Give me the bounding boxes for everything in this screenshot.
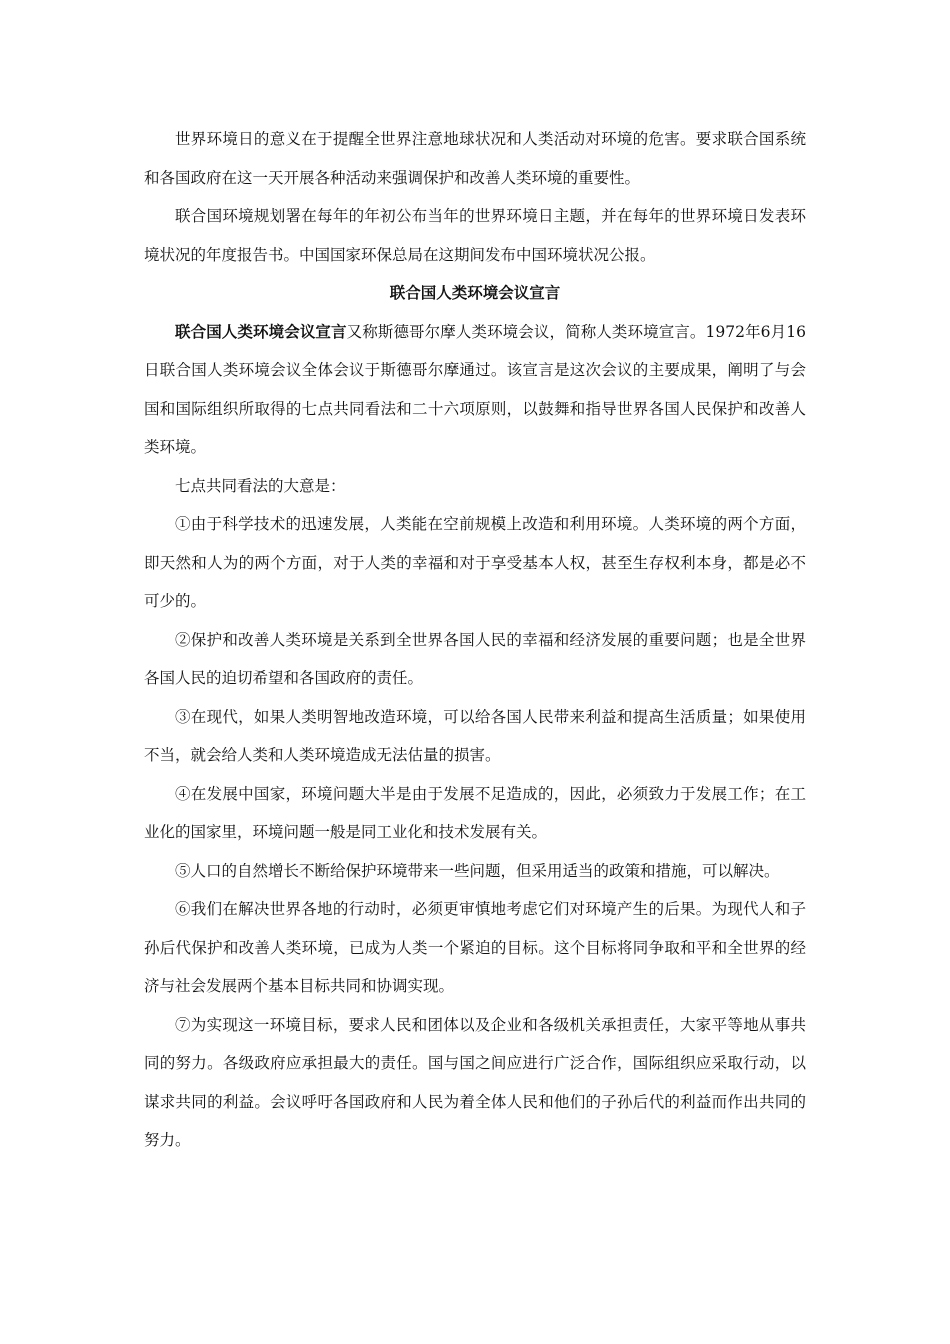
point-7: ⑦为实现这一环境目标，要求人民和团体以及企业和各级机关承担责任，大家平等地从事共同的努力。各级政府应承担最大的责任。国与国之间应进行广泛合作，国际组织应采取行动，以谋求共同的利益。会议呼吁各国政府和人民为着全体人民和他们的子孙后代的利益而作出共同的努力。 (144, 1015, 806, 1149)
section-title: 联合国人类环境会议宣言 (389, 284, 561, 302)
point-6: ⑥我们在解决世界各地的行动时，必须更审慎地考虑它们对环境产生的后果。为现代人和子孙后代保护和改善人类环境，已成为人类一个紧迫的目标。这个目标将同争取和平和全世界的经济与社会发展两个基本目标共同和协调实现。 (144, 900, 806, 995)
point-3: ③在现代，如果人类明智地改造环境，可以给各国人民带来利益和提高生活质量；如果使用不当，就会给人类和人类环境造成无法估量的损害。 (144, 707, 806, 764)
declaration-lead-bold: 联合国人类环境会议宣言 (175, 322, 347, 341)
intro-paragraph-2: 联合国环境规划署在每年的年初公布当年的世界环境日主题，并在每年的世界环境日发表环境状况的年度报告书。中国国家环保总局在这期间发布中国环境状况公报。 (144, 207, 806, 264)
declaration-lead-paragraph (144, 313, 806, 467)
point-4: ④在发展中国家，环境问题大半是由于发展不足造成的，因此，必须致力于发展工作；在工业化的国家里，环境问题一般是同工业化和技术发展有关。 (144, 784, 806, 841)
intro-paragraph-1: 世界环境日的意义在于提醒全世界注意地球状况和人类活动对环境的危害。要求联合国系统和各国政府在这一天开展各种活动来强调保护和改善人类环境的重要性。 (144, 130, 806, 187)
points-intro: 七点共同看法的大意是： (175, 476, 346, 495)
point-5: ⑤人口的自然增长不断给保护环境带来一些问题，但采用适当的政策和措施，可以解决。 (175, 861, 780, 880)
declaration-lead-text: 又称斯德哥尔摩人类环境会议，简称人类环境宣言。1972年6月16日联合国人类环境会议全体会议于斯德哥尔摩通过。该宣言是这次会议的主要成果，阐明了与会国和国际组织所取得的七点共同看法和二十六项原则，以鼓舞和指导世界各国人民保护和改善人类环境。 (144, 322, 806, 456)
point-1: ①由于科学技术的迅速发展，人类能在空前规模上改造和利用环境。人类环境的两个方面，即天然和人为的两个方面，对于人类的幸福和对于享受基本人权，甚至生存权利本身，都是必不可少的。 (144, 515, 806, 610)
point-2: ②保护和改善人类环境是关系到全世界各国人民的幸福和经济发展的重要问题；也是全世界各国人民的迫切希望和各国政府的责任。 (144, 630, 806, 687)
document-page (144, 120, 806, 1160)
